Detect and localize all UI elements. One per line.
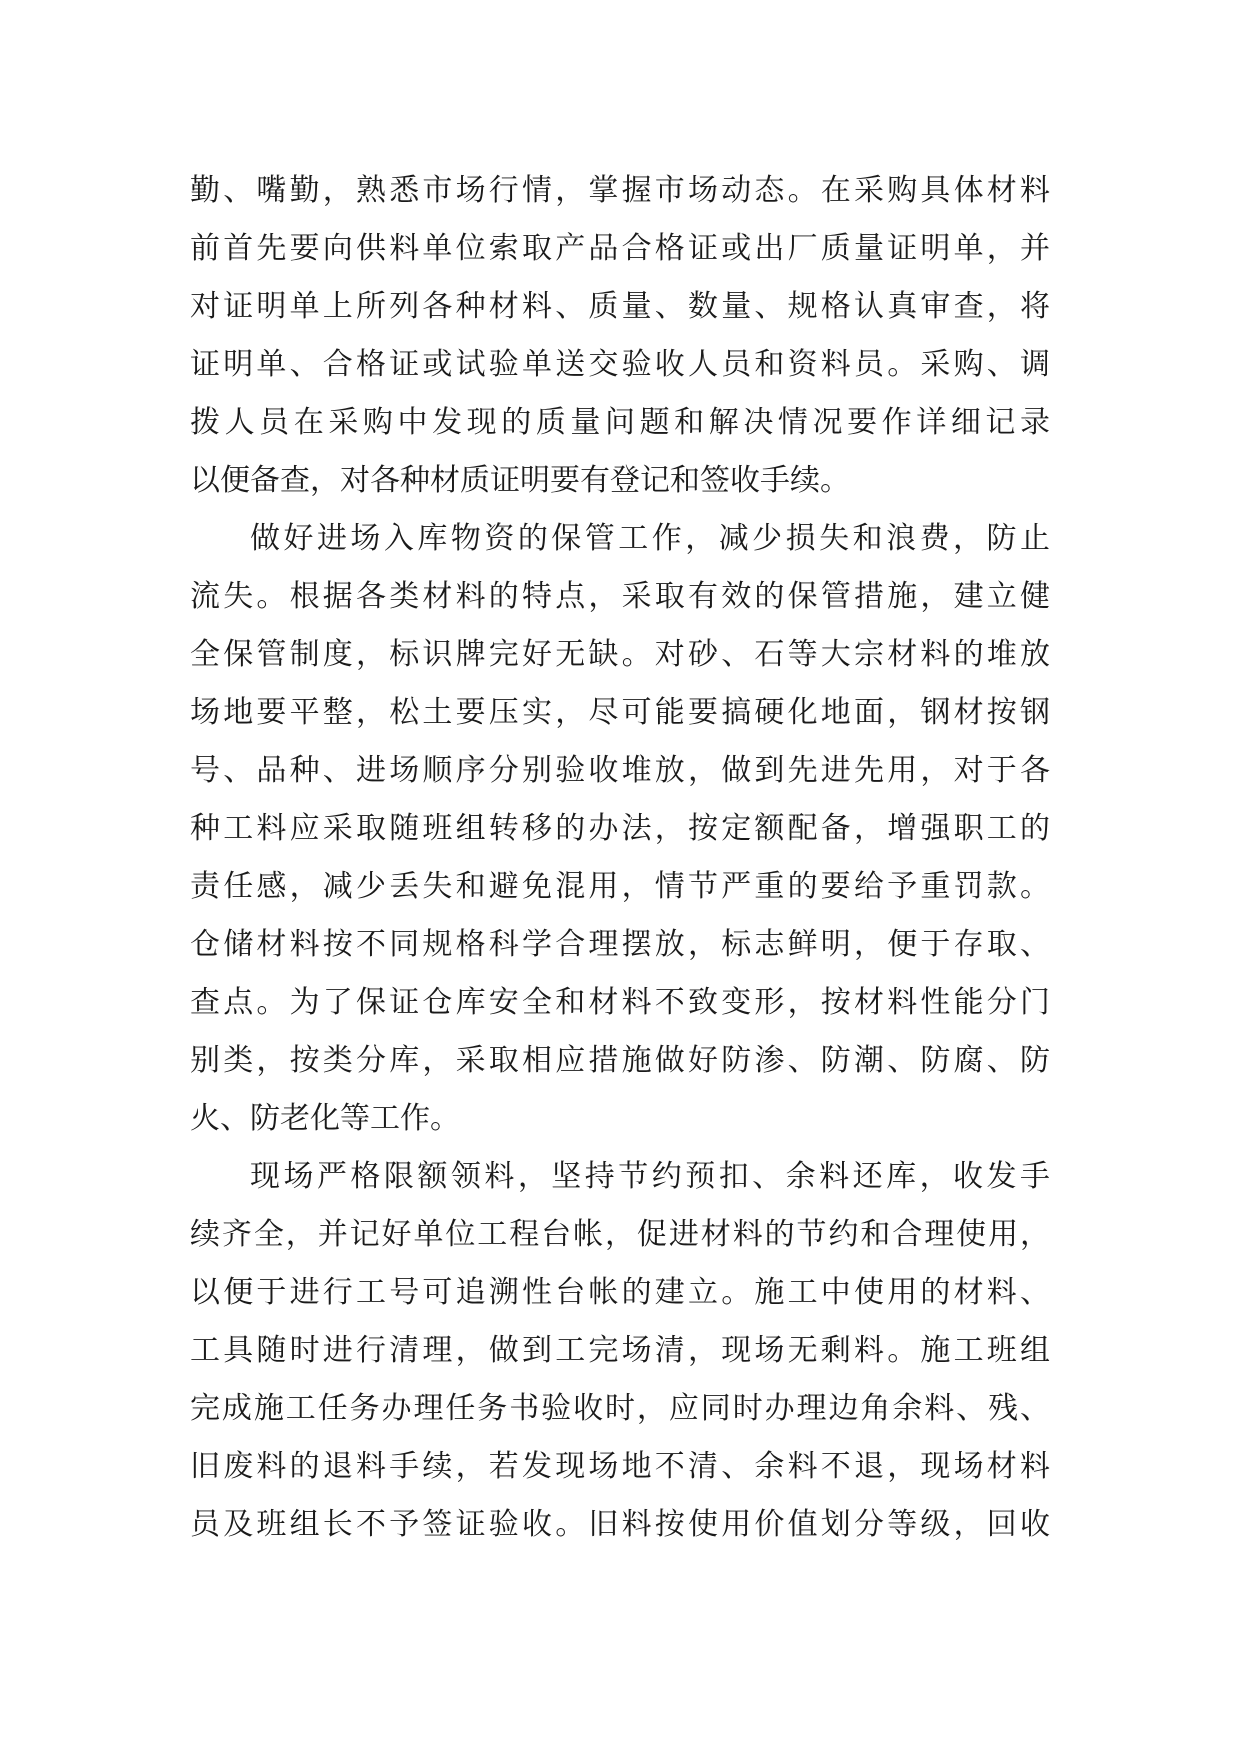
text-line: 拨人员在采购中发现的质量问题和解决情况要作详细记录 (190, 405, 1050, 440)
text-line: 以便备查，对各种材质证明要有登记和签收手续。 (190, 463, 850, 498)
text-line: 场地要平整，松土要压实，尽可能要搞硬化地面，钢材按钢 (190, 695, 1050, 730)
text-line: 旧废料的退料手续，若发现场地不清、余料不退，现场材料 (190, 1449, 1050, 1484)
text-line: 全保管制度，标识牌完好无缺。对砂、石等大宗材料的堆放 (190, 637, 1050, 672)
text-line: 证明单、合格证或试验单送交验收人员和资料员。采购、调 (190, 347, 1050, 382)
text-line: 前首先要向供料单位索取产品合格证或出厂质量证明单，并 (190, 231, 1050, 266)
text-line: 号、品种、进场顺序分别验收堆放，做到先进先用，对于各 (190, 753, 1050, 788)
text-line: 续齐全，并记好单位工程台帐，促进材料的节约和合理使用， (190, 1217, 1050, 1252)
text-line: 责任感，减少丢失和避免混用，情节严重的要给予重罚款。 (190, 869, 1050, 904)
text-line: 流失。根据各类材料的特点，采取有效的保管措施，建立健 (190, 579, 1050, 614)
text-line: 员及班组长不予签证验收。旧料按使用价值划分等级，回收 (190, 1507, 1050, 1542)
paragraph-first-line: 现场严格限额领料，坚持节约预扣、余料还库，收发手 (250, 1159, 1050, 1194)
paragraph-first-line: 做好进场入库物资的保管工作，减少损失和浪费，防止 (250, 521, 1050, 556)
text-line: 查点。为了保证仓库安全和材料不致变形，按材料性能分门 (190, 985, 1050, 1020)
text-line: 以便于进行工号可追溯性台帐的建立。施工中使用的材料、 (190, 1275, 1050, 1310)
text-line: 对证明单上所列各种材料、质量、数量、规格认真审查，将 (190, 289, 1050, 324)
text-line: 别类，按类分库，采取相应措施做好防渗、防潮、防腐、防 (190, 1043, 1050, 1078)
text-line: 仓储材料按不同规格科学合理摆放，标志鲜明，便于存取、 (190, 927, 1050, 962)
document-body (190, 162, 1050, 1554)
text-line: 种工料应采取随班组转移的办法，按定额配备，增强职工的 (190, 811, 1050, 846)
text-line: 勤、嘴勤，熟悉市场行情，掌握市场动态。在采购具体材料 (190, 173, 1050, 208)
text-line: 工具随时进行清理，做到工完场清，现场无剩料。施工班组 (190, 1333, 1050, 1368)
text-line: 火、防老化等工作。 (190, 1101, 460, 1136)
text-line: 完成施工任务办理任务书验收时，应同时办理边角余料、残、 (190, 1391, 1050, 1426)
